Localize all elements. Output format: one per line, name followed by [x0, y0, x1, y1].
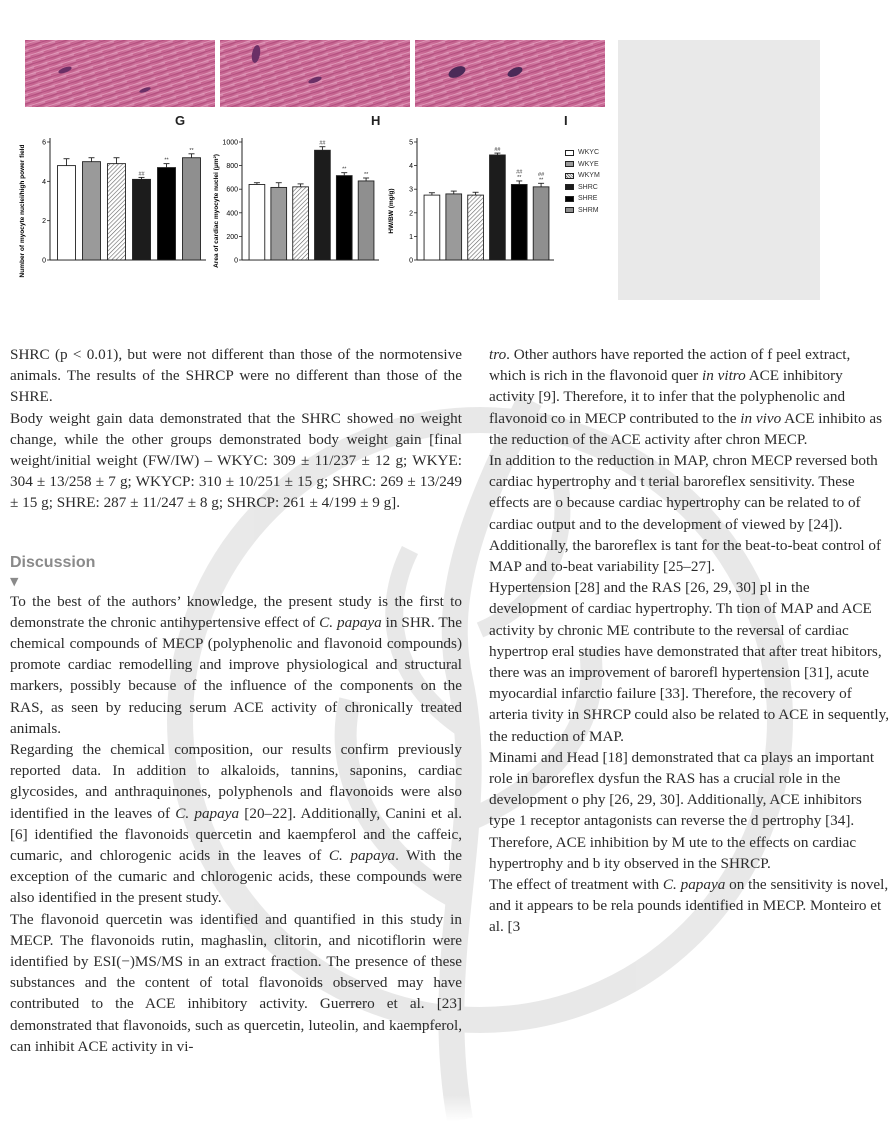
chart-g [10, 132, 210, 297]
significance-label: ** [363, 171, 369, 178]
text-run: Regarding the chemical composition, our results confirm previously reported data. In addition to alkaloids, tannins, saponins, cardiac glycosides, and anthraquinones, polyphenols and flavonoids were also identified in the leaves of [10, 741, 462, 822]
legend-swatch [565, 161, 574, 167]
right-column [489, 344, 889, 938]
y-tick-label: 2 [42, 218, 46, 226]
paragraph-right-2: In addition to the reduction in MAP, chron MECP reversed both cardiac hypertrophy and t terial baroreflex sensitivity. These effects are o because cardiac hypertrophy can be related to of cardiac output and to the development of viewed by [24]). Additionally, the baroreflex is tant for the beat-to-beat control of MAP and to-beat variability [25–27]. [489, 452, 882, 576]
legend-item-wkyc [565, 147, 600, 159]
paragraph-right-3: Hypertension [28] and the RAS [26, 29, 30] pl in the development of cardiac hypertrophy. Th tion of MAP and ACE activity by chronic ME contribute to the reversal of cardiac hypertrop eral studies have demonstrated that after treat hibitors, there was an improvement of barorefl hypertension [31], acute myocardial infarctio failure [33]. Therefore, the recovery of arteria tivity in SHRCP could also be related to ACE in sequently, the reduction of MAP. [489, 579, 889, 745]
significance-label: ** [342, 166, 347, 173]
text-run: ACE inhibito as the reduction of the ACE activity after chron MECP. [489, 409, 883, 448]
significance-label: ## [494, 147, 501, 154]
species-name: C. papaya [175, 804, 240, 822]
species-name: C. papaya [662, 876, 726, 894]
y-tick-label: 2 [409, 210, 413, 218]
text-run: in SHR. The chemical compounds of MECP (polyphenolic and flavonoid compounds) promote cardiac remodelling and improve physiological and structural markers, possibly because of the influence of the components on the RAS, as seen by reducing serum ACE activity of chronically treated animals. [10, 613, 462, 737]
bar-wkye [271, 187, 287, 260]
legend-swatch [565, 207, 574, 213]
y-axis-label: Number of myocyte nuclei/high power field [19, 144, 26, 278]
paragraph-body-weight: Body weight gain data demonstrated that the SHRC showed no weight change, while the other groups demonstrated body weight gain [final weight/initial weight (FW/IW) – WKYC: 309 ± 11/237 ± 12 g; WKYE: 304 ± 13/258 ± 7 g; WKYCP: 310 ± 10/251 ± 15 g; SHRC: 269 ± 13/249 ± 15 g; SHRE: 287 ± 11/247 ± 8 g; SHRCP: 261 ± 4/199 ± 9 g]. [10, 409, 462, 512]
y-tick-label: 4 [42, 178, 46, 186]
text-run: The effect of treatment with [489, 876, 663, 894]
y-tick-label: 800 [226, 163, 238, 171]
micrograph-d [25, 40, 215, 107]
legend-item-wkye [565, 159, 600, 171]
bar-shrm [183, 158, 201, 260]
paragraph-discussion-3: The flavonoid quercetin was identified and quantified in this study in MECP. The flavonoids rutin, maghaslin, clitorin, and nicotiflorin were identified by ESI(−)MS/MS in an extract fraction. The presence of these substances and the content of total flavonoids observed may have contributed to the ACE inhibitory activity. Guerrero et al. [23] demonstrated that flavonoids, such as quercetin, luteolin, and kaempferol, can inhibit ACE activity in vi- [10, 910, 462, 1055]
chart-h [208, 132, 383, 297]
y-tick-label: 0 [42, 257, 46, 265]
species-name: C. papaya [319, 613, 382, 631]
bar-shre [158, 168, 176, 260]
paragraph-results-end: SHRC (p < 0.01), but were not different than those of the normotensive animals. The results of the SHRCP were no different than those of the SHRE. [10, 346, 462, 406]
bar-wkyc [58, 166, 76, 260]
bar-wkym [293, 187, 309, 260]
y-tick-label: 4 [409, 163, 413, 171]
chart-i-svg [383, 132, 558, 292]
text-run: in vitro [702, 367, 746, 385]
significance-label: ## [538, 171, 545, 178]
significance-label: ## [138, 171, 145, 178]
legend-label: WKYE [578, 160, 599, 168]
text-run: on the sensitivity is novel, and it appears to be rela pounds identified in MECP. Monteiro et al. [3 [489, 876, 889, 936]
text-run: [20–22]. Additionally, Canini et al. [6] identified the flavonoids quercetin and kaempferol and the caffeic, cumaric, and chlorogenic acids in the leaves of [10, 804, 463, 865]
bar-shrc [133, 179, 151, 260]
left-column [10, 344, 462, 1057]
panel-letter-h: H [371, 113, 381, 128]
legend-item-wkym [565, 170, 600, 182]
legend-label: SHRC [578, 183, 598, 191]
bar-wkym [468, 195, 484, 260]
bar-wkyc [249, 184, 265, 260]
y-tick-label: 3 [409, 186, 413, 194]
y-tick-label: 1000 [222, 139, 238, 147]
paragraph-discussion-2 [10, 739, 462, 909]
legend-item-shrm [565, 205, 600, 217]
significance-label: ## [516, 169, 523, 176]
paragraph-right-1 [489, 344, 889, 450]
y-tick-label: 6 [42, 139, 46, 147]
page-bottom-fade [0, 1095, 820, 1133]
bar-wkye [83, 162, 101, 260]
legend-swatch [565, 196, 574, 202]
legend-item-shrc [565, 182, 600, 194]
panel-letter-i: I [564, 113, 568, 128]
section-heading-discussion: Discussion [10, 553, 96, 571]
text-run: To the best of the authors’ knowledge, the present study is the first to demonstrate the chronic antihypertensive effect of [10, 592, 462, 631]
page-top-margin [0, 0, 820, 40]
y-tick-label: 400 [226, 210, 238, 218]
paragraph-right-5 [489, 874, 889, 938]
significance-label: ## [319, 140, 326, 147]
figure-gray-margin [618, 40, 820, 300]
significance-label: ** [189, 147, 194, 154]
legend-swatch [565, 150, 574, 156]
bar-shre [511, 184, 527, 260]
section-arrow-icon: ▼ [10, 574, 19, 588]
paragraph-right-4: Minami and Head [18] demonstrated that ca plays an important role in baroreflex dysfun the RAS has a crucial role in the development o phy [26, 29, 30]. Additionally, ACE inhibitors type 1 receptor antagonists can reverse the d pertrophy [34]. Therefore, ACE inhibition by M ute to the effects on cardiac hypertrophy and b ity observed in the SHRCP. [489, 748, 875, 872]
y-tick-label: 600 [226, 186, 238, 194]
paragraph-discussion-1 [10, 591, 462, 739]
species-name: C. papaya [328, 847, 396, 865]
y-axis-label: Area of cardiac myocyte nuclei (μm²) [213, 154, 220, 268]
text-run: . With the exception of the cumaric and chlorogenic acids, these compounds were also identified in the present study. [10, 847, 462, 907]
y-tick-label: 0 [234, 257, 238, 265]
legend-label: WKYM [578, 172, 600, 180]
significance-label: ** [538, 177, 544, 184]
legend-label: SHRE [578, 195, 598, 203]
text-run: in vivo [740, 409, 782, 427]
significance-label: ** [517, 174, 522, 181]
micrograph-f [415, 40, 605, 107]
bar-shrm [533, 187, 549, 260]
y-axis-label: HW/BW (mg/g) [388, 188, 395, 234]
bar-shre [336, 176, 352, 260]
y-tick-label: 1 [409, 233, 413, 241]
bar-shrm [358, 181, 374, 260]
text-run: tro [489, 346, 507, 363]
significance-label: ** [164, 157, 169, 164]
panel-letter-g: G [175, 113, 186, 128]
bar-wkyc [424, 195, 440, 260]
chart-h-svg [208, 132, 383, 292]
bar-wkye [446, 194, 462, 260]
bar-shrc [315, 150, 331, 260]
chart-i [383, 132, 558, 297]
y-tick-label: 5 [409, 139, 413, 147]
y-tick-label: 200 [226, 233, 238, 241]
chart-g-svg [10, 132, 210, 292]
legend-item-shre [565, 193, 600, 205]
chart-legend [565, 147, 600, 216]
text-run: . Other authors have reported the action of f peel extract, which is rich in the flavonoid quer [489, 346, 851, 385]
bar-wkym [108, 164, 126, 260]
micrograph-e [220, 40, 410, 107]
legend-label: WKYC [578, 149, 599, 157]
legend-swatch [565, 173, 574, 179]
bar-shrc [490, 155, 506, 260]
figure [10, 40, 610, 300]
y-tick-label: 0 [409, 257, 413, 265]
legend-swatch [565, 184, 574, 190]
legend-label: SHRM [578, 206, 599, 214]
text-run: ACE inhibitory activity [9]. Therefore, it to infer that the polyphenolic and flavonoid co in MECP contributed to the [489, 367, 846, 427]
